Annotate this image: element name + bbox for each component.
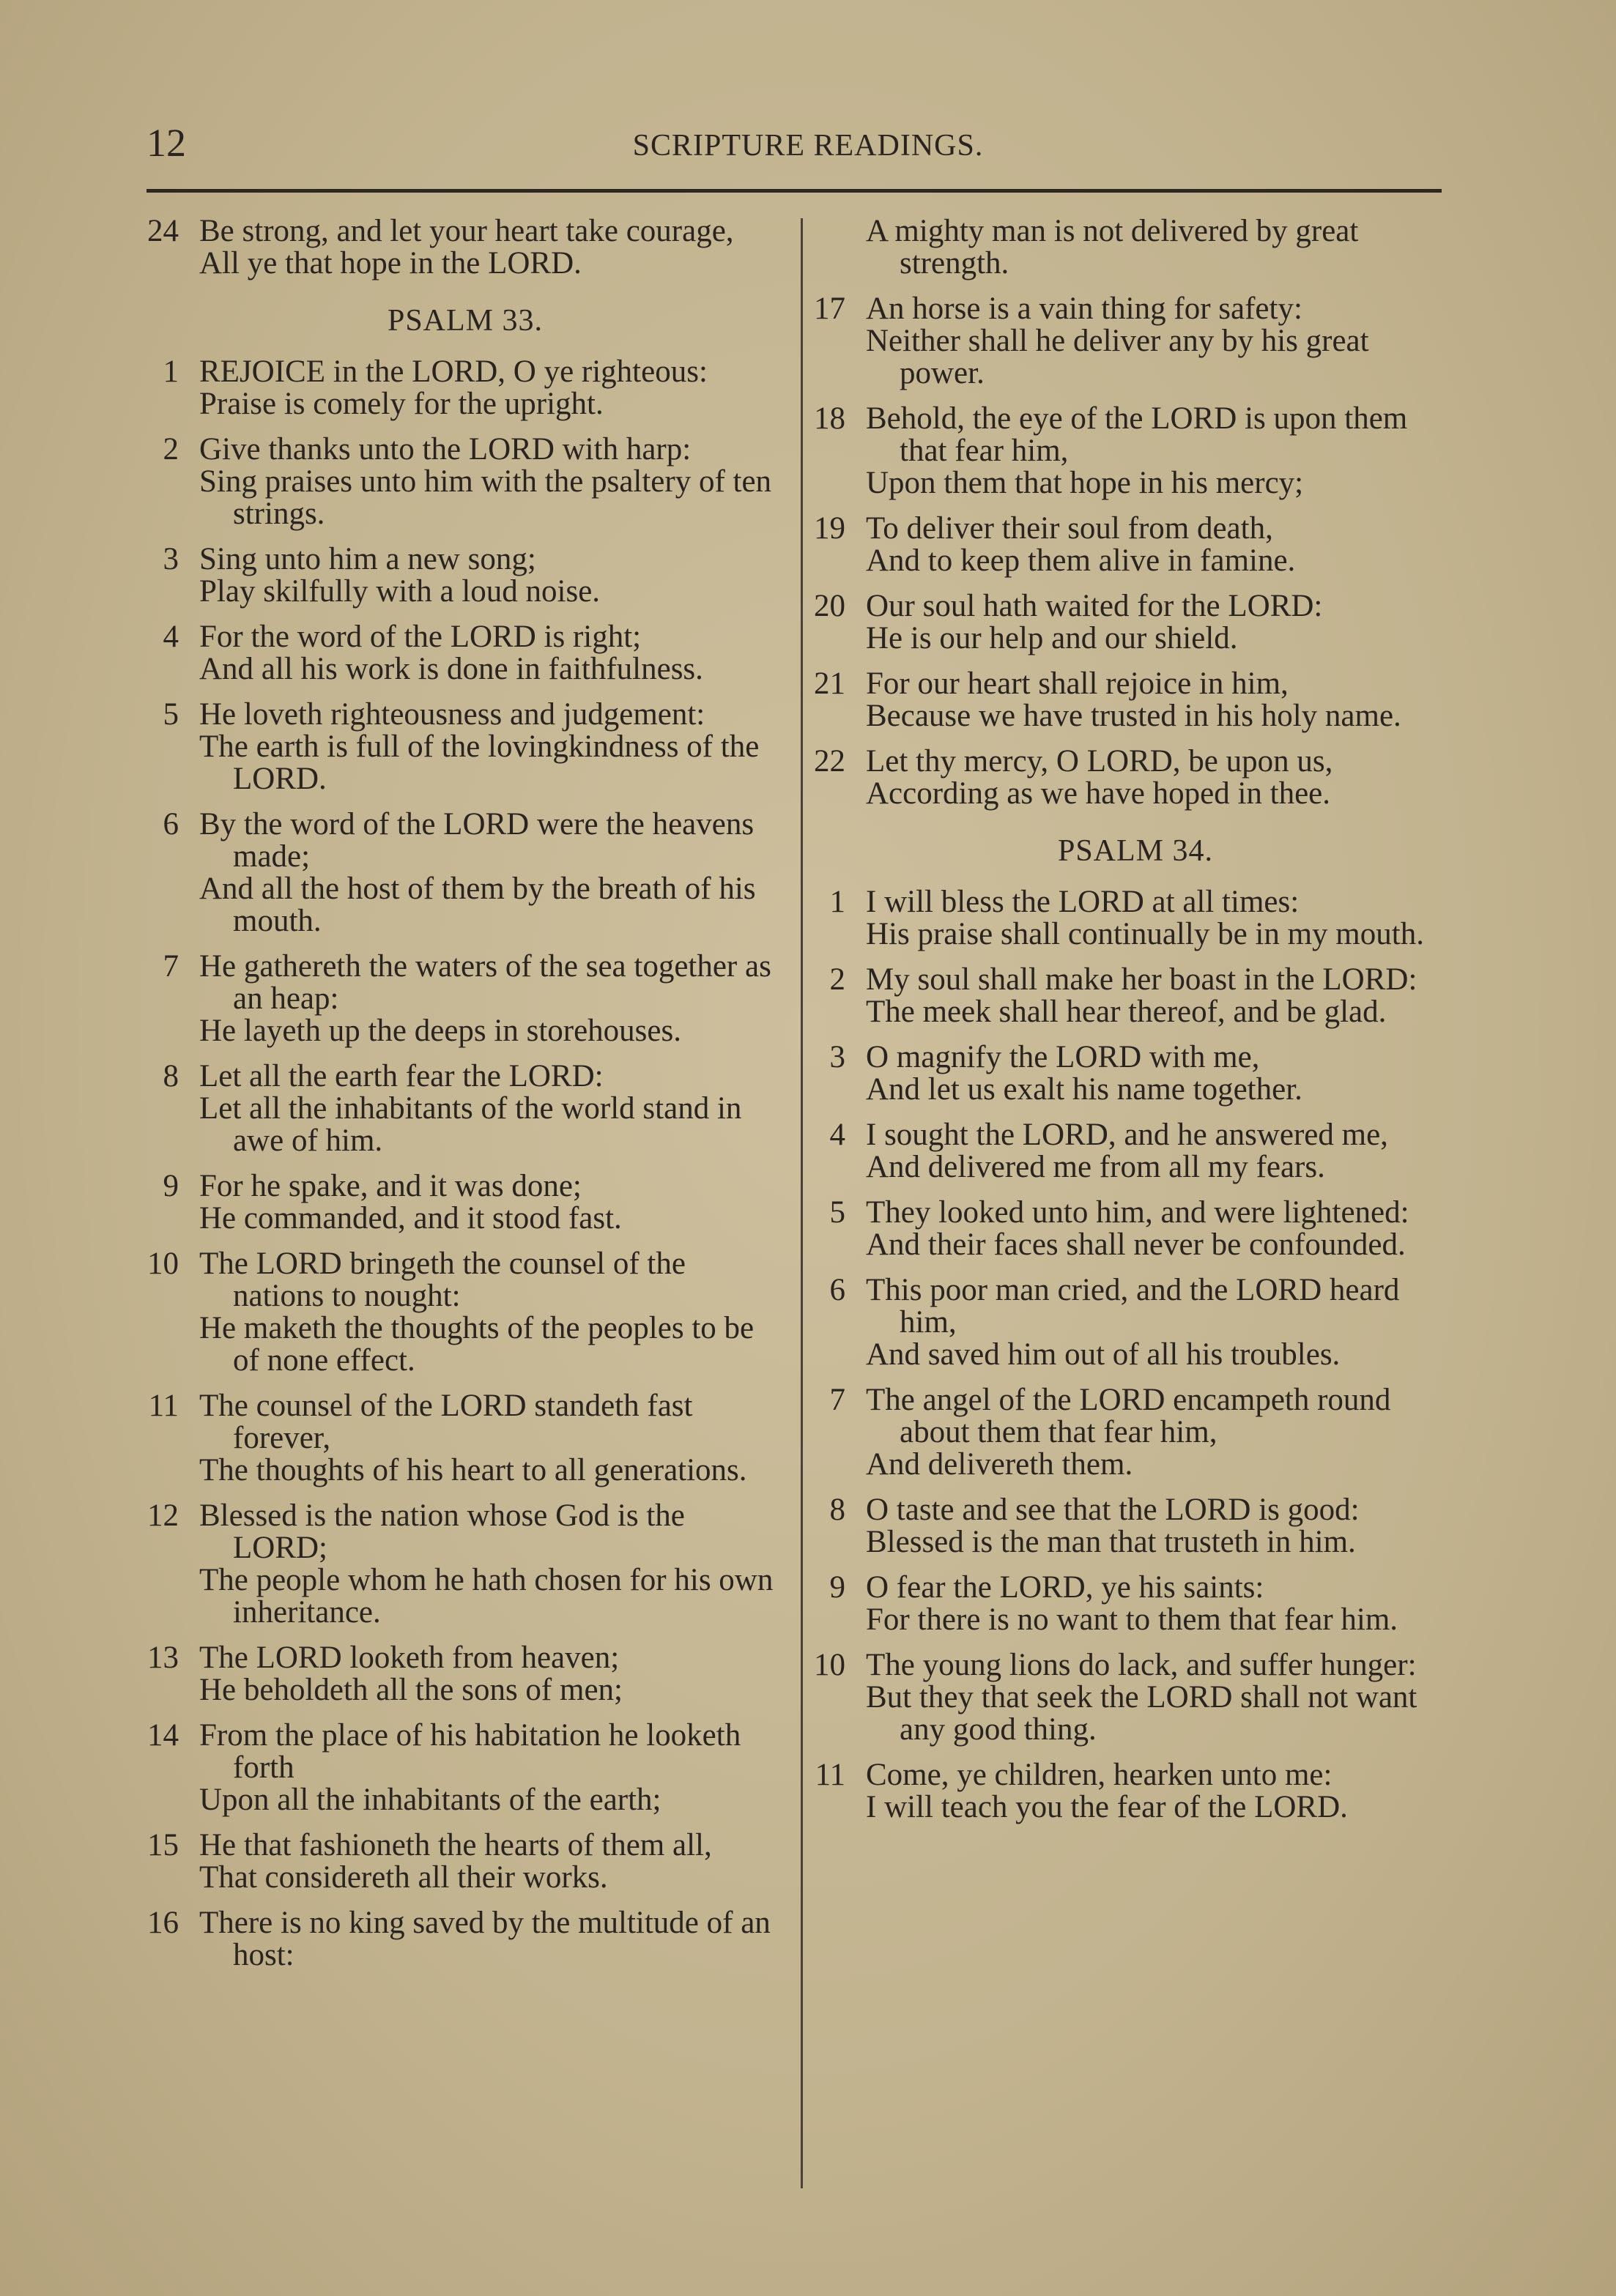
verse-number: 12 — [147, 1498, 179, 1533]
verse-number: 14 — [147, 1718, 179, 1753]
verse — [813, 1649, 1458, 1746]
verse-line: For the word of the LORD is right; — [199, 620, 642, 654]
running-head: SCRIPTURE READINGS. — [632, 129, 984, 163]
verse-number: 13 — [147, 1641, 179, 1675]
verse-number: 8 — [163, 1059, 179, 1093]
verse — [813, 964, 1458, 1028]
verse-number: 9 — [829, 1570, 845, 1605]
verse-line: Blessed is the nation whose God is the LORD; — [199, 1498, 685, 1565]
verse-line: This poor man cried, and the LORD heard him, — [866, 1273, 1400, 1340]
verse — [147, 543, 784, 608]
verse-line: Let all the inhabitants of the world stand in awe of him. — [199, 1091, 742, 1158]
verse-line: Because we have trusted in his holy name. — [866, 699, 1401, 733]
verse-number: 4 — [163, 620, 179, 654]
verse-line: The counsel of the LORD standeth fast forever, — [199, 1389, 693, 1455]
verse-number: 10 — [814, 1648, 845, 1682]
verse-number: 1 — [829, 885, 845, 919]
verse-line: My soul shall make her boast in the LORD: — [866, 962, 1417, 997]
verse — [147, 621, 784, 686]
verse-line: O fear the LORD, ye his saints: — [866, 1570, 1264, 1605]
verse-line: Upon all the inhabitants of the earth; — [199, 1783, 661, 1817]
verse — [813, 1197, 1458, 1261]
verse — [147, 809, 784, 937]
verse-line: REJOICE in the LORD, O ye righteous: — [199, 354, 708, 389]
verse-line: O taste and see that the LORD is good: — [866, 1493, 1360, 1527]
verse — [813, 1119, 1458, 1184]
verse-line: He maketh the thoughts of the peoples to be of none effect. — [199, 1311, 755, 1378]
verse — [147, 1642, 784, 1706]
verse-line: And to keep them alive in famine. — [866, 543, 1296, 578]
verse-line: Behold, the eye of the LORD is upon them that fear him, — [866, 401, 1408, 468]
verse-number: 11 — [148, 1389, 179, 1423]
verse-line: He layeth up the deeps in storehouses. — [199, 1014, 681, 1048]
verse-line: And saved him out of all his troubles. — [866, 1337, 1341, 1372]
verse — [813, 1384, 1458, 1481]
verse-line: Let all the earth fear the LORD: — [199, 1059, 604, 1093]
verse-number: 4 — [829, 1118, 845, 1152]
verse-line: For our heart shall rejoice in him, — [866, 666, 1289, 701]
verse — [147, 699, 784, 795]
verse-number: 3 — [163, 542, 179, 576]
verse-line: Sing unto him a new song; — [199, 542, 536, 576]
verse-line: For he spake, and it was done; — [199, 1169, 582, 1203]
verse-line: He loveth righteousness and judgement: — [199, 697, 705, 732]
verse — [813, 513, 1458, 577]
verse-line: The angel of the LORD encampeth round about them that fear him, — [866, 1383, 1391, 1449]
verse-line: He beholdeth all the sons of men; — [199, 1673, 623, 1707]
verse — [813, 293, 1458, 390]
verse-number: 2 — [829, 962, 845, 997]
verse-number: 24 — [147, 215, 179, 248]
verse — [813, 590, 1458, 655]
verse-number: 5 — [163, 697, 179, 732]
column-divider — [801, 218, 803, 2188]
verse-line: To deliver their soul from death, — [866, 511, 1273, 546]
verse-line: Neither shall he deliver any by his great power. — [866, 324, 1369, 390]
verse — [813, 403, 1458, 499]
verse-line: And let us exalt his name together. — [866, 1072, 1302, 1107]
verse — [147, 1390, 784, 1487]
verse-number: 3 — [829, 1040, 845, 1074]
verse-line: All ye that hope in the LORD. — [199, 246, 582, 281]
verse-line: I sought the LORD, and he answered me, — [866, 1118, 1388, 1152]
verse-line: The young lions do lack, and suffer hunger: — [866, 1648, 1417, 1682]
verse-number: 15 — [147, 1828, 179, 1862]
verse-line: I will bless the LORD at all times: — [866, 885, 1300, 919]
verse — [813, 215, 1458, 280]
verse — [813, 1572, 1458, 1636]
verse-number: 22 — [814, 744, 845, 779]
verse-number: 11 — [815, 1758, 845, 1792]
psalm-heading: PSALM 33. — [387, 304, 544, 338]
verse-number: 20 — [814, 589, 845, 623]
verse-number: 7 — [829, 1383, 845, 1417]
verse-line: But they that seek the LORD shall not want any good thing. — [866, 1680, 1417, 1747]
verse-line: And all his work is done in faithfulness. — [199, 652, 703, 686]
verse-line: Sing praises unto him with the psaltery of ten strings. — [199, 464, 772, 531]
verse-number: 6 — [163, 807, 179, 842]
verse-line: Come, ye children, hearken unto me: — [866, 1758, 1333, 1792]
verse-number: 6 — [829, 1273, 845, 1307]
verse-line: A mighty man is not delivered by great strength. — [866, 215, 1359, 281]
verse-line: O magnify the LORD with me, — [866, 1040, 1260, 1074]
verse — [147, 1248, 784, 1377]
left-column — [147, 215, 784, 2193]
verse-number: 17 — [814, 291, 845, 326]
verse-line: By the word of the LORD were the heavens made; — [199, 807, 755, 874]
verse-line: According as we have hoped in thee. — [866, 776, 1331, 811]
verse-number: 10 — [147, 1247, 179, 1281]
verse-line: He is our help and our shield. — [866, 621, 1238, 655]
verse-line: The thoughts of his heart to all generations. — [199, 1453, 747, 1487]
verse-line: And delivered me from all my fears. — [866, 1150, 1325, 1184]
verse-line: That considereth all their works. — [199, 1860, 608, 1895]
verse-number: 16 — [147, 1906, 179, 1940]
verse-line: The people whom he hath chosen for his own inheritance. — [199, 1563, 774, 1630]
verse-number: 7 — [163, 949, 179, 984]
verse — [813, 668, 1458, 732]
verse — [147, 1500, 784, 1629]
verse — [147, 1829, 784, 1894]
page-number: 12 — [147, 121, 186, 165]
right-column — [813, 215, 1458, 2193]
verse-line: The LORD looketh from heaven; — [199, 1641, 620, 1675]
verse-number: 8 — [829, 1493, 845, 1527]
verse-line: The LORD bringeth the counsel of the nations to nought: — [199, 1247, 686, 1313]
verse-line: There is no king saved by the multitude of an host: — [199, 1906, 771, 1972]
verse — [147, 1907, 784, 1972]
verse-line: And their faces shall never be confounded. — [866, 1227, 1406, 1262]
verse — [813, 746, 1458, 810]
header-rule — [147, 189, 1442, 193]
verse-number: 1 — [163, 354, 179, 389]
verse — [147, 1060, 784, 1157]
verse — [147, 951, 784, 1047]
verse — [813, 886, 1458, 951]
psalm-heading: PSALM 34. — [1057, 834, 1214, 868]
verse-line: Play skilfully with a loud noise. — [199, 574, 601, 609]
verse-line: The earth is full of the lovingkindness of the LORD. — [199, 729, 760, 796]
verse — [147, 1170, 784, 1235]
verse-line: I will teach you the fear of the LORD. — [866, 1790, 1348, 1824]
verse-line: Our soul hath waited for the LORD: — [866, 589, 1323, 623]
verse-line: From the place of his habitation he looketh forth — [199, 1718, 741, 1785]
verse-line: He that fashioneth the hearts of them all, — [199, 1828, 712, 1862]
verse-line: Be strong, and let your heart take courage, — [199, 215, 734, 248]
verse-line: They looked unto him, and were lightened: — [866, 1195, 1409, 1230]
verse-number: 19 — [814, 511, 845, 546]
verse-number: 5 — [829, 1195, 845, 1230]
verse-line: His praise shall continually be in my mouth. — [866, 917, 1424, 951]
verse-number: 2 — [163, 432, 179, 467]
verse-line: The meek shall hear thereof, and be glad. — [866, 995, 1387, 1029]
verse-line: Upon them that hope in his mercy; — [866, 466, 1304, 500]
verse-line: He commanded, and it stood fast. — [199, 1201, 622, 1236]
verse — [813, 1274, 1458, 1371]
verse-number: 9 — [163, 1169, 179, 1203]
verse-line: An horse is a vain thing for safety: — [866, 291, 1302, 326]
verse — [813, 1759, 1458, 1824]
verse — [813, 1041, 1458, 1106]
verse-line: And all the host of them by the breath of his mouth. — [199, 872, 756, 938]
verse-line: For there is no want to them that fear him. — [866, 1602, 1398, 1637]
verse-number: 18 — [814, 401, 845, 436]
verse-line: Give thanks unto the LORD with harp: — [199, 432, 692, 467]
verse — [147, 356, 784, 420]
verse — [147, 215, 784, 280]
verse-line: He gathereth the waters of the sea together as an heap: — [199, 949, 771, 1016]
verse — [147, 434, 784, 530]
verse-line: And delivereth them. — [866, 1447, 1133, 1482]
verse — [813, 1494, 1458, 1558]
verse-number: 21 — [814, 666, 845, 701]
verse — [147, 1720, 784, 1816]
verse-line: Blessed is the man that trusteth in him. — [866, 1525, 1356, 1559]
verse-line: Praise is comely for the upright. — [199, 387, 604, 421]
verse-line: Let thy mercy, O LORD, be upon us, — [866, 744, 1333, 779]
